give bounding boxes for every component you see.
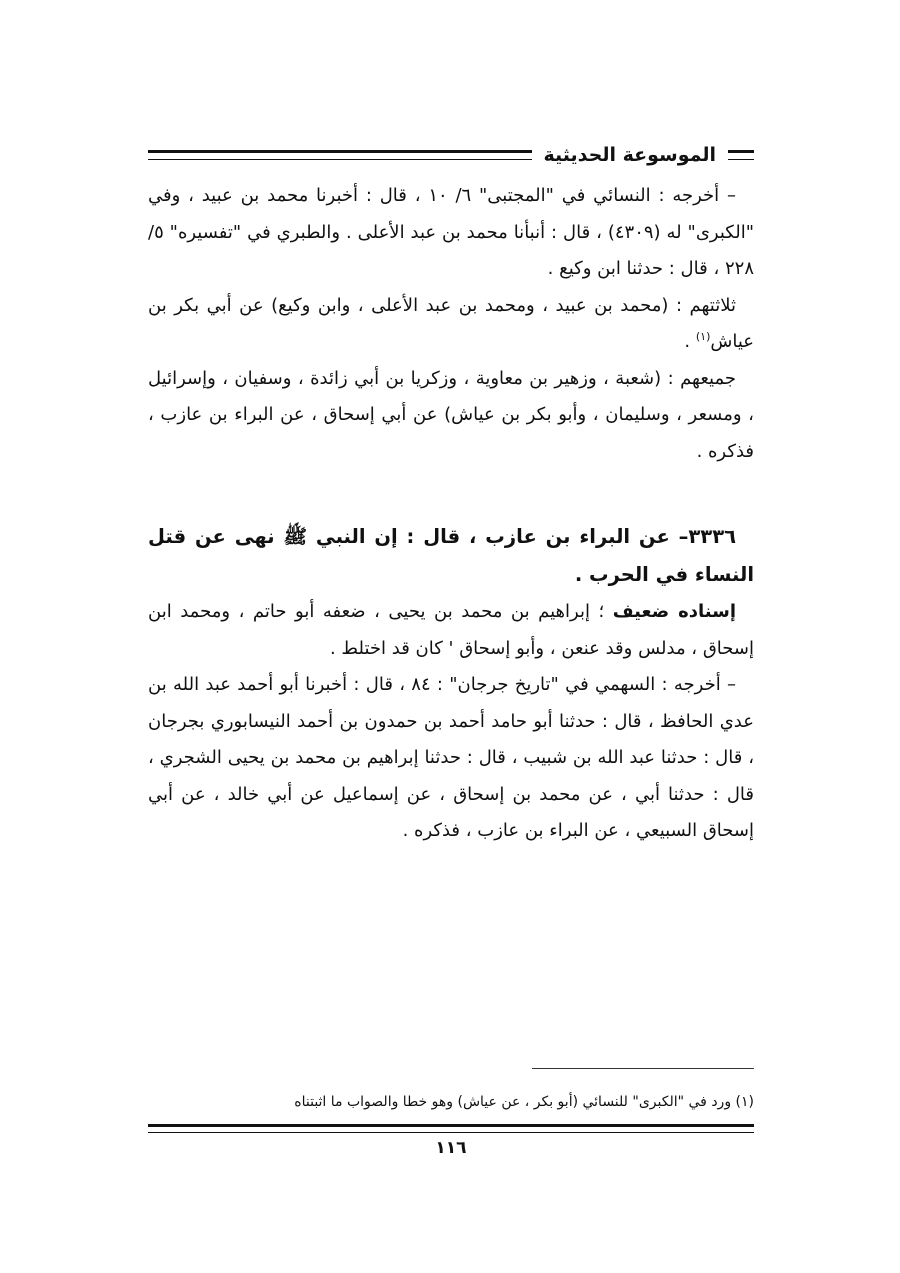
footnote-ref: (١) bbox=[695, 330, 711, 343]
paragraph-all-narrators: جميعهم : (شعبة ، وزهير بن معاوية ، وزكريا بن أبي زائدة ، وسفيان ، وإسرائيل ، ومسعر ، وسليمان ، وأبو بكر بن عياش) عن أبي إسحاق ، عن البراء بن عازب ، فذكره . bbox=[148, 367, 754, 462]
footer-rule bbox=[148, 1124, 754, 1133]
isnad-text: ؛ إبراهيم بن محمد بن يحيى ، ضعفه أبو حاتم ، ومحمد ابن إسحاق ، مدلس وقد عنعن ، وأبو إسحاق ' كان قد اختلط . bbox=[148, 601, 754, 659]
narrators-text: ثلاثتهم : (محمد بن عبيد ، ومحمد بن عبد الأعلى ، وابن وكيع) عن أبي بكر بن عياش bbox=[148, 294, 754, 352]
hadith-text: ٣٣٣٦– عن البراء بن عازب ، قال : إن النبي ﷺ نهى عن قتل النساء في الحرب . bbox=[148, 525, 754, 586]
paragraph-takhrij-1: – أخرجه : النسائي في "المجتبى" ٦/ ١٠ ، قال : أخبرنا محمد بن عبيد ، وفي "الكبرى" له (٤٣٠٩) ، قال : أنبأنا محمد بن عبد الأعلى . والطبري في "تفسيره" ٥/ ٢٢٨ ، قال : حدثنا ابن وكيع . bbox=[148, 185, 754, 279]
running-header bbox=[148, 140, 754, 170]
paragraph-takhrij-2: – أخرجه : السهمي في "تاريخ جرجان" : ٨٤ ، قال : أخبرنا أبو أحمد عبد الله بن عدي الحافظ ، قال : حدثنا أبو حامد أحمد بن حمدون بن أحمد النيسابوري بجرجان ، قال : حدثنا عبد الله بن شبيب ، قال : حدثنا إبراهيم بن محمد بن يحيى الشجري ، قال : حدثنا أبي ، عن محمد بن إسحاق ، عن إسماعيل عن أبي خالد ، عن أبي إسحاق السبيعي ، عن البراء بن عازب ، فذكره . bbox=[148, 674, 754, 841]
header-rule-left bbox=[148, 150, 532, 160]
footnote: (١) ورد في "الكبرى" للنسائي (أبو بكر ، عن عياش) وهو خطا والصواب ما اثبتناه bbox=[294, 1094, 754, 1110]
footnote-rule bbox=[532, 1068, 754, 1069]
page-number: ١١٦ bbox=[435, 1138, 467, 1158]
header-title: الموسوعة الحديثية bbox=[543, 144, 716, 166]
paragraph-isnad bbox=[148, 594, 754, 667]
paragraph-narrators bbox=[148, 288, 754, 361]
page-body bbox=[148, 178, 754, 850]
isnad-label: إسناده ضعيف bbox=[612, 601, 736, 622]
section-gap bbox=[148, 470, 754, 518]
narrators-end: . bbox=[684, 331, 696, 352]
header-rule-right bbox=[728, 150, 754, 160]
